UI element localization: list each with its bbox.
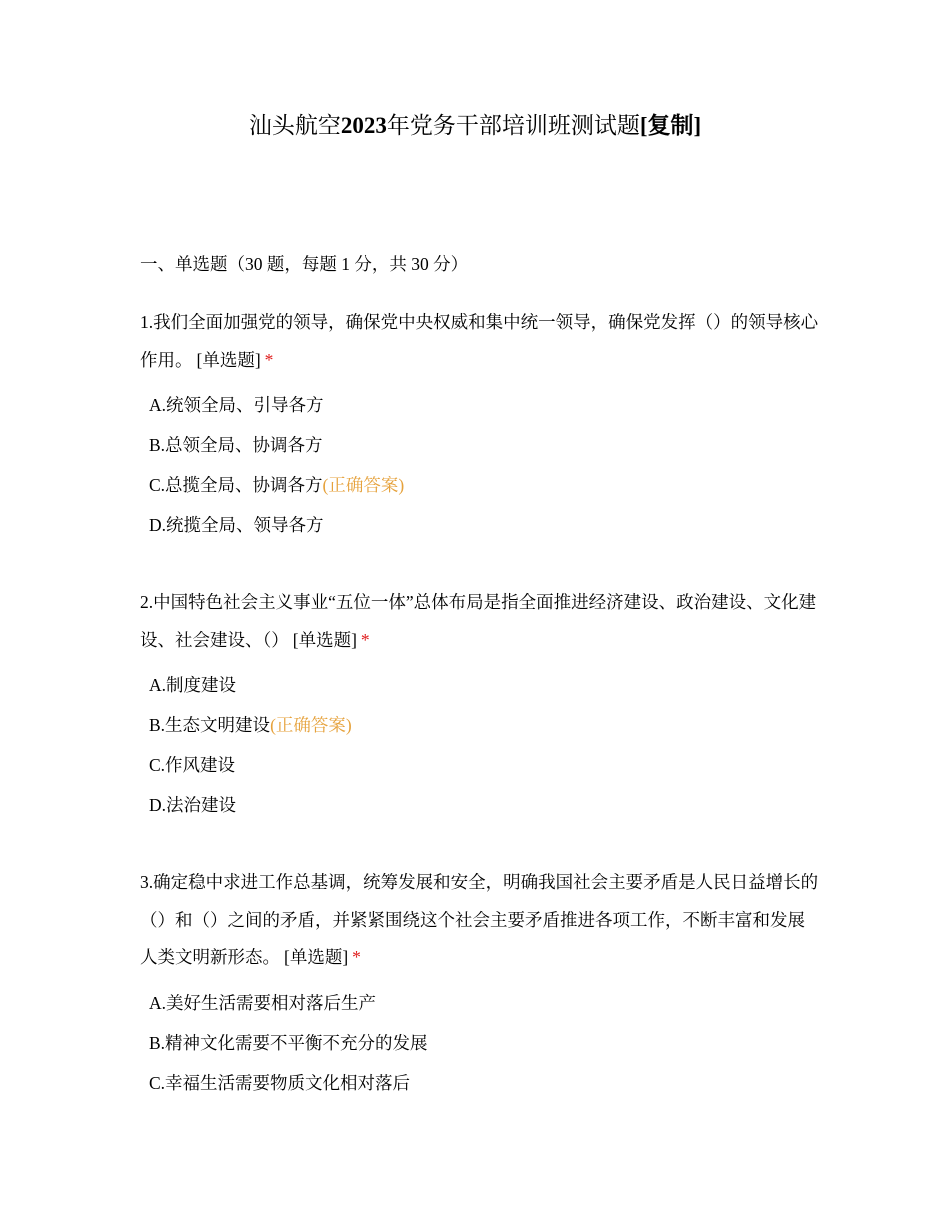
title-year: 2023 [340,113,387,138]
correct-answer-note: (正确答案) [270,715,352,735]
option-label: B.总领全局、协调各方 [149,435,323,455]
option-b [149,705,820,745]
option-a [149,665,820,705]
required-mark: * [264,349,274,370]
option-label: C.作风建设 [149,755,236,775]
question-type-tag: [单选题] [284,947,349,967]
option-label: A.美好生活需要相对落后生产 [149,992,377,1013]
option-list [149,385,820,545]
title-main: 年党务干部培训班测试题 [386,113,640,138]
question-2 [140,584,820,825]
question-text [140,584,820,659]
question-body: 2.中国特色社会主义事业“五位一体”总体布局是指全面推进经济建设、政治建设、文化建设、社会建设、（） [140,592,817,650]
required-mark: * [352,947,361,967]
option-b [149,425,820,465]
option-label: D.统揽全局、领导各方 [149,515,324,535]
option-d [149,505,820,545]
title-copy-suffix: [复制] [639,113,702,138]
option-c [149,745,820,785]
option-label: B.生态文明建设 [149,715,271,735]
section-heading: 一、单选题（30 题，每题 1 分，共 30 分） [140,254,469,274]
option-c [149,1063,820,1103]
option-c [149,465,820,505]
option-a [149,983,820,1023]
option-label: D.法治建设 [149,795,237,815]
option-list [149,983,820,1103]
title-prefix: 汕头航空 [248,113,341,138]
question-3 [140,864,820,1103]
option-b [149,1023,820,1063]
question-type-tag: [单选题] [292,629,357,650]
page-title [0,110,950,142]
option-d [149,785,820,825]
option-a [149,385,820,425]
question-body: 3.确定稳中求进工作总基调，统筹发展和安全，明确我国社会主要矛盾是人民日益增长的（）和（）之间的矛盾，并紧紧围绕这个社会主要矛盾推进各项工作，不断丰富和发展人类文明新形态。 [140,872,819,967]
question-type-tag: [单选题] [196,349,261,370]
correct-answer-note: (正确答案) [322,475,405,495]
option-list [149,665,820,825]
question-body: 1.我们全面加强党的领导，确保党中央权威和集中统一领导，确保党发挥（）的领导核心作用。 [140,312,819,370]
question-1 [140,304,820,545]
option-label: C.总揽全局、协调各方 [149,475,323,495]
required-mark: * [360,629,370,650]
question-text [140,864,820,977]
option-label: B.精神文化需要不平衡不充分的发展 [149,1032,428,1053]
option-label: A.统领全局、引导各方 [149,395,324,415]
option-label: C.幸福生活需要物质文化相对落后 [149,1072,411,1093]
option-label: A.制度建设 [149,675,237,695]
question-text [140,304,820,379]
